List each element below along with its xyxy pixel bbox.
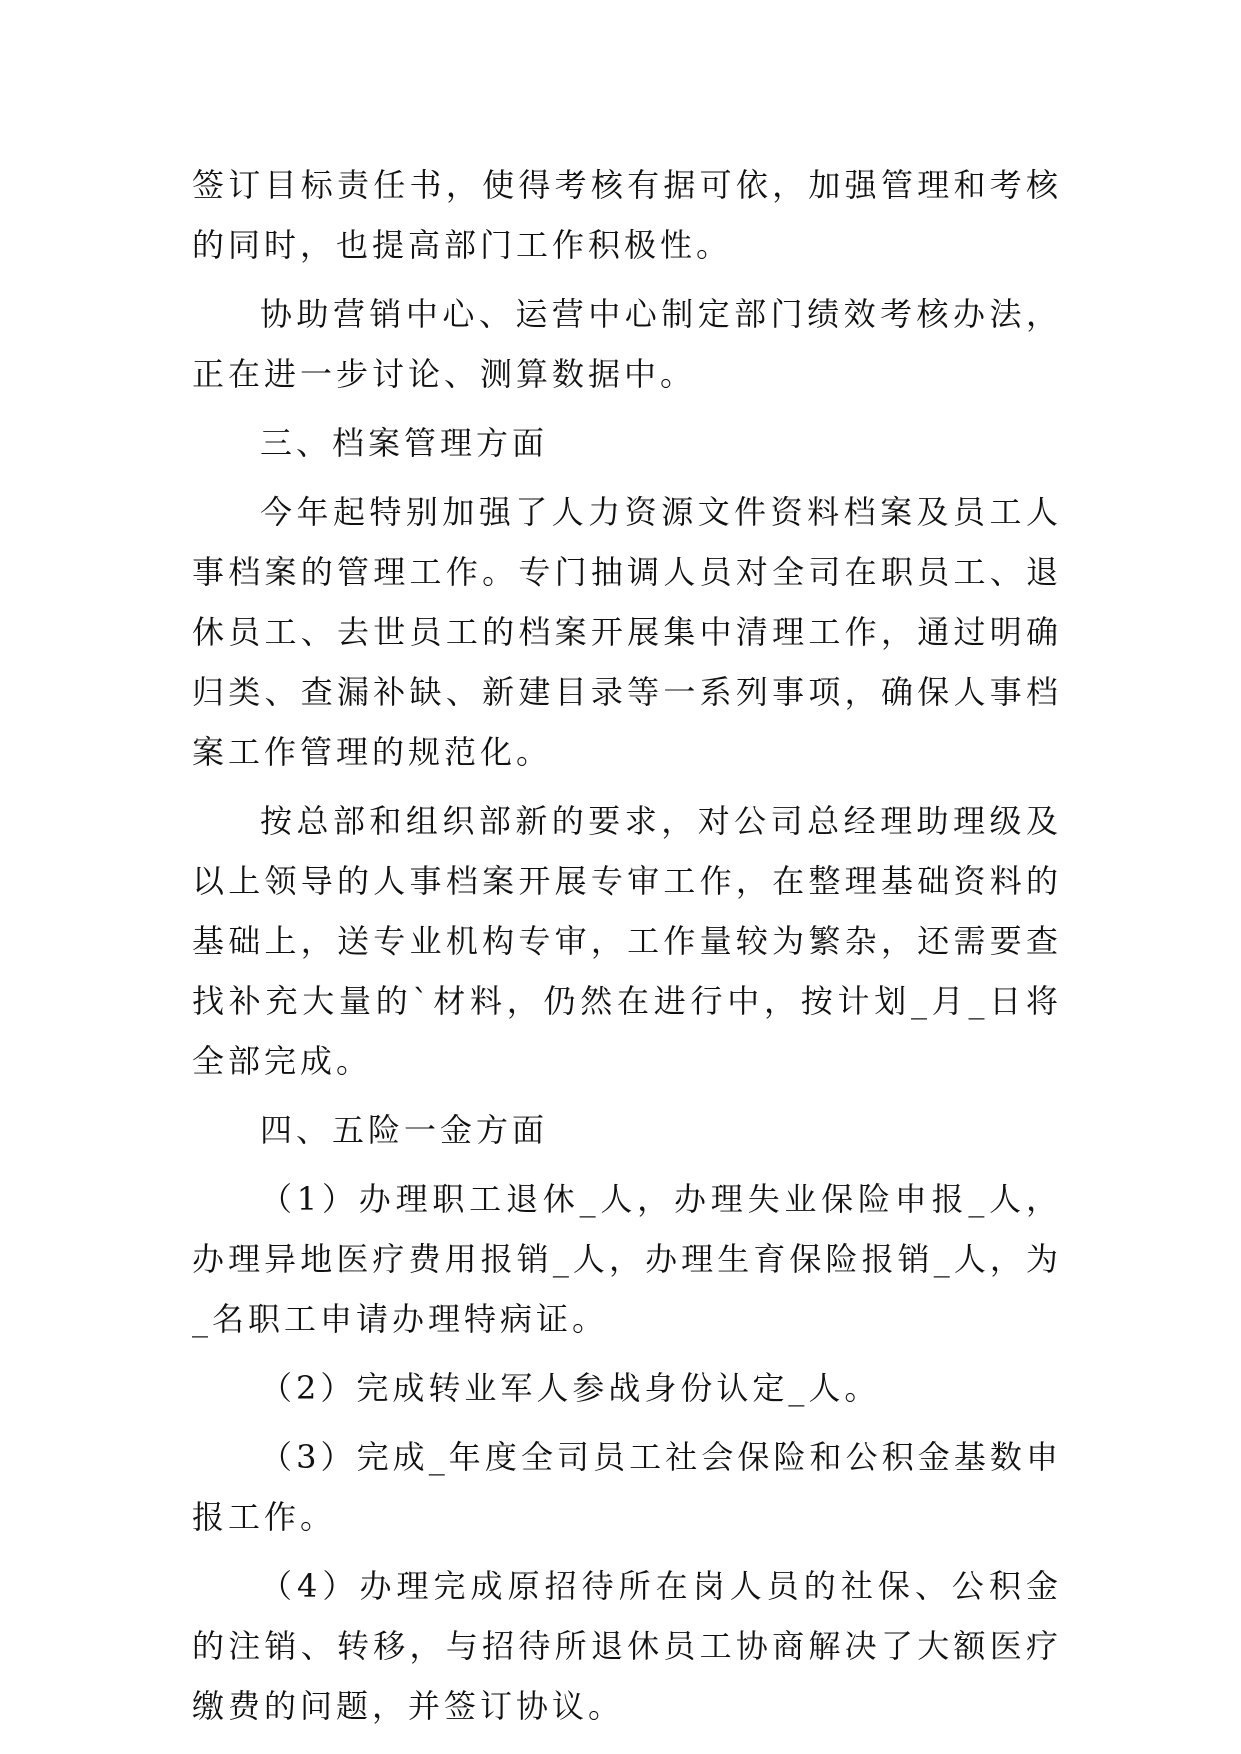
document-body: [192, 155, 1062, 1736]
paragraph-archives-review: 按总部和组织部新的要求，对公司总经理助理级及以上领导的人事档案开展专审工作，在整理基础资料的基础上，送专业机构专审，工作量较为繁杂，还需要查找补充大量的`材料，仍然在进行中，按计划_月_日将全部完成。: [192, 802, 1062, 1080]
paragraph-item-4: （4）办理完成原招待所在岗人员的社保、公积金的注销、转移，与招待所退休员工协商解决了大额医疗缴费的问题，并签订协议。: [192, 1567, 1062, 1725]
section-heading-archives: 三、档案管理方面: [260, 424, 549, 462]
paragraph-item-2: （2）完成转业军人参战身份认定_人。: [260, 1369, 881, 1407]
paragraph-item-3: （3）完成_年度全司员工社会保险和公积金基数申报工作。: [192, 1438, 1062, 1536]
paragraph-performance-assessment: 协助营销中心、运营中心制定部门绩效考核办法，正在进一步讨论、测算数据中。: [192, 295, 1062, 393]
paragraph-item-1: （1）办理职工退休_人，办理失业保险申报_人，办理异地医疗费用报销_人，办理生育保险报销_人，为_名职工申请办理特病证。: [192, 1180, 1062, 1338]
section-heading-insurance: 四、五险一金方面: [260, 1111, 549, 1149]
paragraph-archives-management: 今年起特别加强了人力资源文件资料档案及员工人事档案的管理工作。专门抽调人员对全司在职员工、退休员工、去世员工的档案开展集中清理工作，通过明确归类、查漏补缺、新建目录等一系列事项，确保人事档案工作管理的规范化。: [192, 493, 1062, 771]
paragraph-continuation: 签订目标责任书，使得考核有据可依，加强管理和考核的同时，也提高部门工作积极性。: [192, 166, 1062, 264]
